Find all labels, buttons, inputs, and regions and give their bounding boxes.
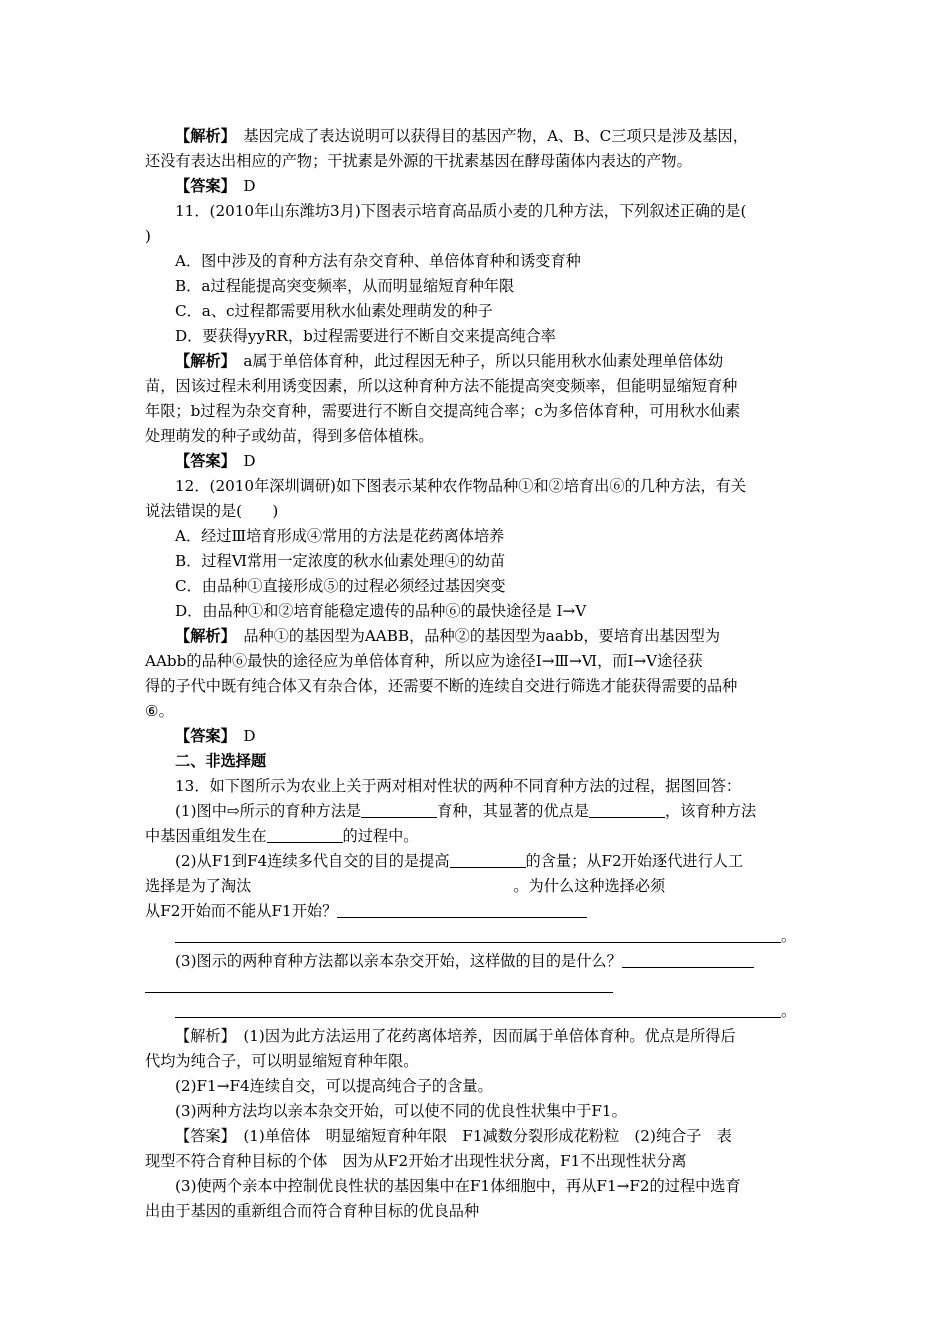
text-line: ) [145, 227, 151, 245]
answer-blank-line: 。 [175, 999, 796, 1024]
analysis-line: 【解析】 品种①的基因型为AABB，品种②的基因型为aabb，要培育出基因型为 [175, 627, 721, 645]
text-line: 还没有表达出相应的产物；干扰素是外源的干扰素基因在酵母菌体内表达的产物。 [145, 152, 692, 170]
option-d: D．由品种①和②培育能稳定遗传的品种⑥的最快途径是 Ⅰ→Ⅴ [175, 602, 587, 620]
answer-line: 【答案】 D [175, 177, 256, 195]
text-line: (3)两种方法均以亲本杂交开始，可以使不同的优良性状集中于F1。 [175, 1102, 627, 1120]
question-12-stem: 12．(2010年深圳调研)如下图表示某种农作物品种①和②培育出⑥的几种方法，有关 [175, 477, 747, 495]
text-line: (3)使两个亲本中控制优良性状的基因集中在F1体细胞中，再从F1→F2的过程中选育 [175, 1177, 741, 1195]
answer-line: 【答案】 D [175, 727, 256, 745]
text-line: 处理萌发的种子或幼苗，得到多倍体植株。 [145, 427, 434, 445]
question-13-part-1: (1)图中⇨所示的育种方法是 育种，其显著的优点是 ，该育种方法 [175, 802, 757, 820]
option-c: C．a、c过程都需要用秋水仙素处理萌发的种子 [175, 302, 493, 320]
blank-7[interactable] [175, 926, 781, 943]
text-line: 出由于基因的重新组合而符合育种目标的优良品种 [145, 1202, 480, 1220]
section-heading: 二、非选择题 [175, 752, 267, 770]
question-11-stem: 11．(2010年山东潍坊3月)下图表示培育高品质小麦的几种方法，下列叙述正确的是( [175, 202, 747, 220]
blank-10[interactable] [175, 1001, 781, 1018]
blank-9[interactable] [145, 976, 613, 993]
question-13-stem: 13．如下图所示为农业上关于两对相对性状的两种不同育种方法的过程，据图回答： [175, 777, 742, 795]
option-b: B．a过程能提高突变频率，从而明显缩短育种年限 [175, 277, 515, 295]
analysis-line: 【解析】 基因完成了表达说明可以获得目的基因产物，A、B、C三项只是涉及基因， [175, 127, 748, 145]
text-line: 得的子代中既有纯合体又有杂合体，还需要不断的连续自交进行筛选才能获得需要的品种 [145, 677, 738, 695]
text-line: 中基因重组发生在 的过程中。 [145, 827, 419, 845]
text-line: 现型不符合育种目标的个体 因为从F2开始才出现性状分离，F1不出现性状分离 [145, 1152, 687, 1170]
blank-1[interactable] [361, 801, 437, 818]
text-line: 说法错误的是( ) [145, 502, 279, 520]
text-line: 从F2开始而不能从F1开始？ [145, 899, 587, 924]
text-line: (2)F1→F4连续自交，可以提高纯合子的含量。 [175, 1077, 493, 1095]
text-line: 代均为纯合子，可以明显缩短育种年限。 [145, 1052, 419, 1070]
answer-line: 【答案】 (1)单倍体 明显缩短育种年限 F1减数分裂形成花粉粒 (2)纯合子 表 [175, 1127, 732, 1145]
analysis-line: 【解析】 a属于单倍体育种，此过程因无种子，所以只能用秋水仙素处理单倍体幼 [175, 352, 724, 370]
answer-blank-line [145, 974, 613, 999]
option-b: B．过程Ⅵ常用一定浓度的秋水仙素处理④的幼苗 [175, 552, 506, 570]
blank-8[interactable] [622, 951, 754, 968]
blank-6[interactable] [337, 901, 587, 918]
question-13-part-3: (3)图示的两种育种方法都以亲本杂交开始，这样做的目的是什么？ [175, 949, 754, 974]
text-line: 选择是为了淘汰 。为什么这种选择必须 [145, 877, 666, 895]
option-a: A．经过Ⅲ培育形成④常用的方法是花药离体培养 [175, 527, 505, 545]
blank-3[interactable] [267, 826, 343, 843]
blank-4[interactable] [450, 851, 526, 868]
analysis-line: 【解析】 (1)因为此方法运用了花药离体培养，因而属于单倍体育种。优点是所得后 [175, 1027, 736, 1045]
option-a: A．图中涉及的育种方法有杂交育种、单倍体育种和诱变育种 [175, 252, 581, 270]
answer-blank-line: 。 [175, 924, 796, 949]
option-d: D．要获得yyRR，b过程需要进行不断自交来提高纯合率 [175, 327, 556, 345]
text-line: AAbb的品种⑥最快的途径应为单倍体育种，所以应为途径Ⅰ→Ⅲ→Ⅵ，而Ⅰ→Ⅴ途径获 [145, 652, 703, 670]
question-13-part-2: (2)从F1到F4连续多代自交的目的是提高 的含量；从F2开始逐代进行人工 [175, 852, 744, 870]
text-line: 苗，因该过程未利用诱变因素，所以这种育种方法不能提高突变频率，但能明显缩短育种 [145, 377, 738, 395]
text-line: ⑥。 [145, 702, 174, 720]
answer-line: 【答案】 D [175, 452, 256, 470]
text-line: 年限；b过程为杂交育种，需要进行不断自交提高纯合率；c为多倍体育种，可用秋水仙素 [145, 402, 741, 420]
blank-2[interactable] [589, 801, 665, 818]
option-c: C．由品种①直接形成⑤的过程必须经过基因突变 [175, 577, 506, 595]
